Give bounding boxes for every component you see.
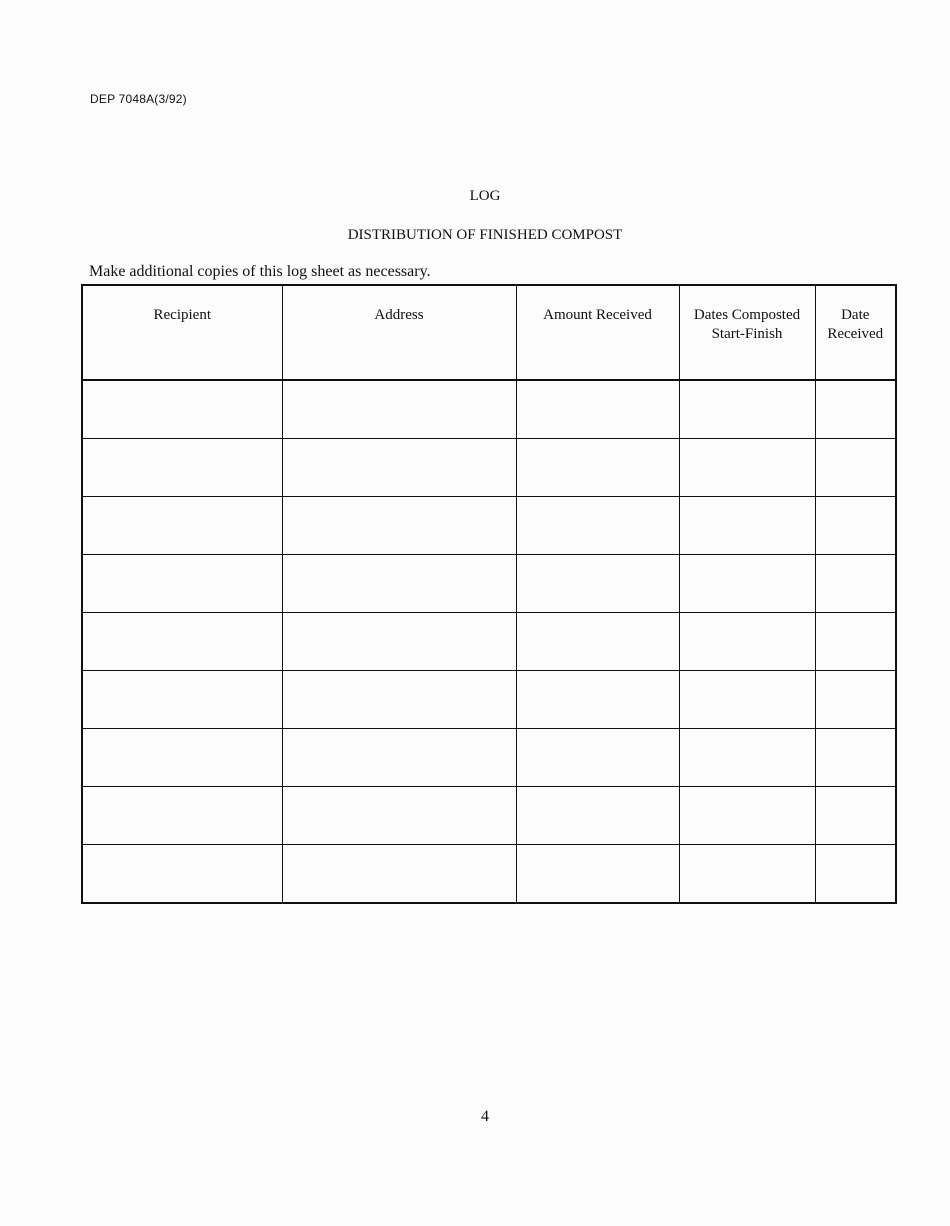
cell-amount-received[interactable] <box>516 671 679 729</box>
table-row <box>82 845 896 904</box>
cell-amount-received[interactable] <box>516 380 679 439</box>
table-row <box>82 613 896 671</box>
cell-recipient[interactable] <box>82 729 282 787</box>
cell-date-received[interactable] <box>815 497 896 555</box>
cell-amount-received[interactable] <box>516 497 679 555</box>
instruction-note: Make additional copies of this log sheet as necessary. <box>89 263 431 280</box>
table-row <box>82 555 896 613</box>
cell-amount-received[interactable] <box>516 787 679 845</box>
cell-address[interactable] <box>282 380 516 439</box>
cell-date-received[interactable] <box>815 613 896 671</box>
header-address <box>282 285 516 380</box>
header-label-line2: Start-Finish <box>711 326 783 342</box>
table-row <box>82 787 896 845</box>
table-row <box>82 439 896 497</box>
cell-amount-received[interactable] <box>516 439 679 497</box>
cell-dates-composted[interactable] <box>679 787 815 845</box>
page-number: 4 <box>481 1108 489 1125</box>
cell-address[interactable] <box>282 787 516 845</box>
cell-address[interactable] <box>282 555 516 613</box>
cell-address[interactable] <box>282 671 516 729</box>
cell-date-received[interactable] <box>815 787 896 845</box>
header-row <box>82 285 896 380</box>
cell-recipient[interactable] <box>82 787 282 845</box>
table-row <box>82 729 896 787</box>
cell-date-received[interactable] <box>815 555 896 613</box>
cell-amount-received[interactable] <box>516 613 679 671</box>
header-label: Dates Composted <box>693 307 801 323</box>
header-label-line2: Received <box>827 326 884 342</box>
cell-recipient[interactable] <box>82 845 282 904</box>
cell-address[interactable] <box>282 613 516 671</box>
cell-address[interactable] <box>282 439 516 497</box>
header-label: Recipient <box>153 307 211 323</box>
header-label: Amount Received <box>543 307 652 323</box>
header-amount-received <box>516 285 679 380</box>
cell-recipient[interactable] <box>82 671 282 729</box>
cell-amount-received[interactable] <box>516 729 679 787</box>
page-subtitle: DISTRIBUTION OF FINISHED COMPOST <box>347 227 623 243</box>
cell-recipient[interactable] <box>82 497 282 555</box>
header-label: Address <box>374 307 424 323</box>
cell-date-received[interactable] <box>815 439 896 497</box>
header-date-received <box>815 285 896 380</box>
distribution-log-table <box>81 284 897 904</box>
cell-date-received[interactable] <box>815 845 896 904</box>
cell-dates-composted[interactable] <box>679 497 815 555</box>
table-row <box>82 497 896 555</box>
cell-dates-composted[interactable] <box>679 729 815 787</box>
header-dates-composted <box>679 285 815 380</box>
table-row <box>82 671 896 729</box>
page-title: LOG <box>469 188 501 204</box>
cell-dates-composted[interactable] <box>679 613 815 671</box>
cell-address[interactable] <box>282 845 516 904</box>
header-recipient <box>82 285 282 380</box>
cell-amount-received[interactable] <box>516 845 679 904</box>
cell-recipient[interactable] <box>82 555 282 613</box>
cell-dates-composted[interactable] <box>679 845 815 904</box>
cell-recipient[interactable] <box>82 613 282 671</box>
header-label: Date <box>841 307 870 323</box>
cell-address[interactable] <box>282 729 516 787</box>
cell-dates-composted[interactable] <box>679 439 815 497</box>
table-row <box>82 380 896 439</box>
cell-recipient[interactable] <box>82 439 282 497</box>
form-number: DEP 7048A(3/92) <box>90 92 187 106</box>
cell-date-received[interactable] <box>815 380 896 439</box>
cell-address[interactable] <box>282 497 516 555</box>
cell-dates-composted[interactable] <box>679 380 815 439</box>
cell-amount-received[interactable] <box>516 555 679 613</box>
cell-dates-composted[interactable] <box>679 671 815 729</box>
cell-recipient[interactable] <box>82 380 282 439</box>
cell-dates-composted[interactable] <box>679 555 815 613</box>
cell-date-received[interactable] <box>815 671 896 729</box>
cell-date-received[interactable] <box>815 729 896 787</box>
